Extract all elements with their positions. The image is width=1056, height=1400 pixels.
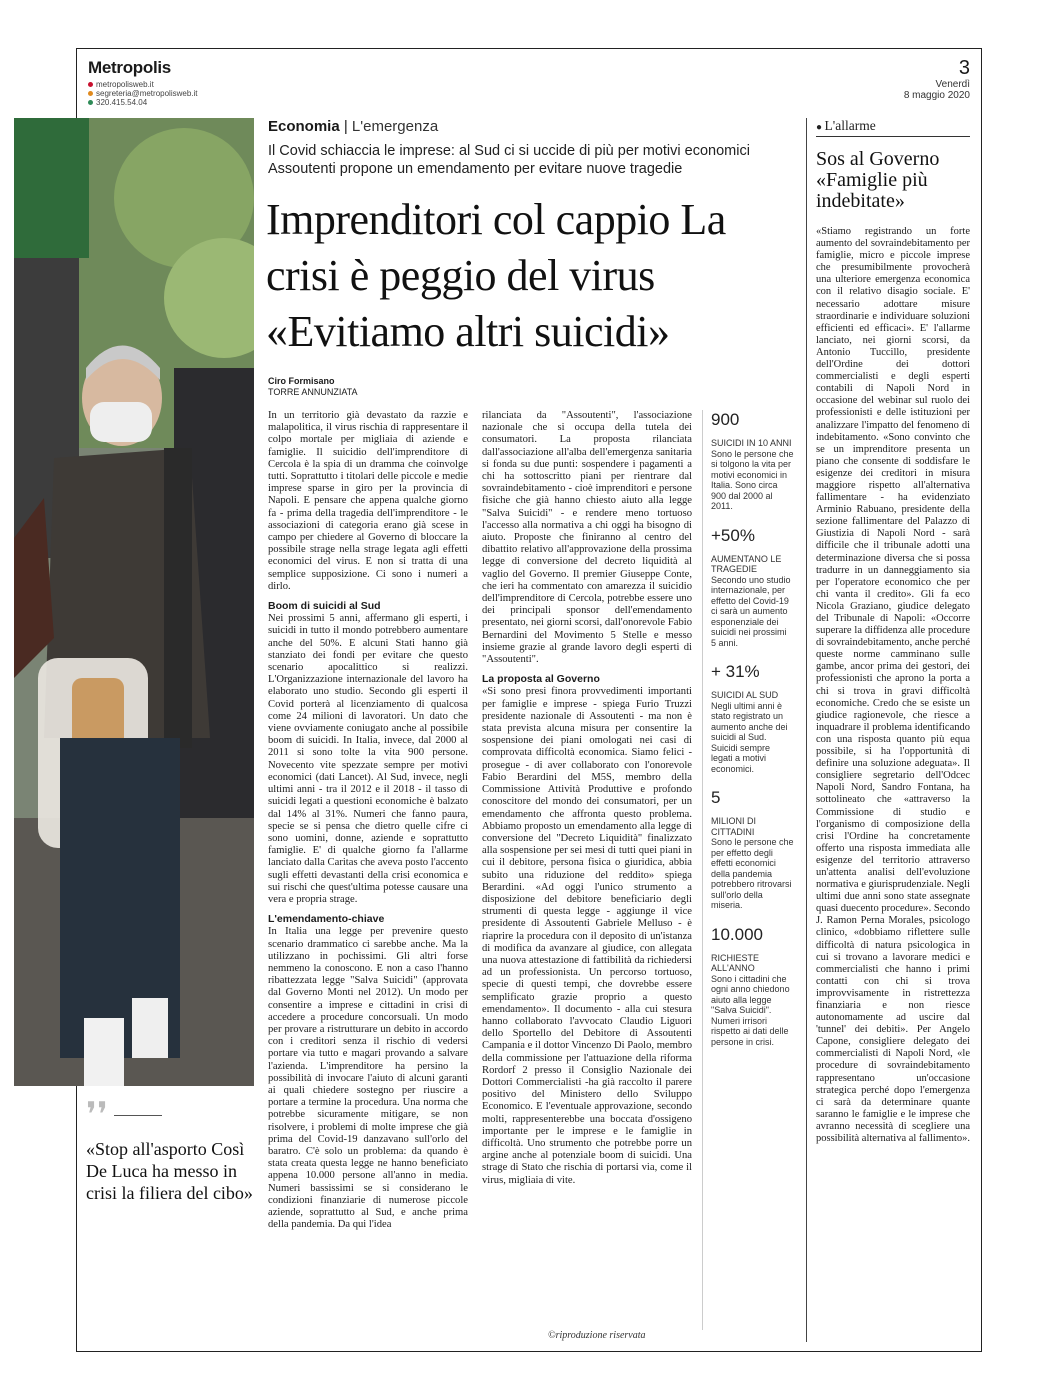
stat-item bbox=[711, 925, 794, 1048]
subheading: L'emendamento-chiave bbox=[268, 913, 385, 926]
phone-number: 320.415.54.04 bbox=[96, 98, 148, 107]
stat-text: Negli ultimi anni è stato registrato un aumento anche dei suicidi al Sud. Suicidi sempre legati a motivi economici. bbox=[711, 700, 788, 774]
headline: Imprenditori col cappio La crisi è peggio del virus «Evitiamo altri suicidi» bbox=[266, 195, 726, 356]
stat-item bbox=[711, 788, 794, 911]
contact-block bbox=[88, 80, 288, 107]
stat-item bbox=[711, 410, 794, 512]
page-day: Venerdì bbox=[935, 79, 970, 90]
stats-sidebar bbox=[702, 410, 794, 1330]
alarm-body: «Stiamo registrando un forte aumento del sovraindebitamento per famiglie, micro e piccole imprese che presumibilmente provocherà una ulteriore emergenza economica con il relativo disagio sociale. E' necessario adottare misure straordinarie e individuare soluzioni efficienti ed efficaci». E' l'allarme lanciato, nei giorni scorsi, da Antonio Tuccillo, presidente dell'Ordine dei dottori commercialisti e degli esperti contabili di Napoli Nord in occasione del webinar sul ruolo dei professionisti e delle istituzioni per analizzare l'impatto del fenomeno di indebitamento. «Sono convinto che se un imprenditore presenta un piano che consente di soddisfare le esigenze dei creditori in misura maggiore rispetto all'alternativa fallimentare - ha evidenziato Arminio Rabuano, presidente della sezione fallimentare del Palazzo di Giustizia di Napoli Nord - sarà difficile che il tribunale adotti una determinazione diversa che si possa tradurre in un danneggiamento sia per l'operatore economico che per chi vanta il credito». Gli fa eco Nicola Graziano, giudice delegato del Tribunale di Napoli: «Occorre superare la diffidenza alle procedure di sovraindebitamento, anche perché queste norme camminano sulle gambe, ancor prima dei gestori, dei professionisti che aprono la porta a chi si trova in gravi difficoltà economiche. Credo che se esiste un giudice ragionevole, che riesce a inquadrare il problema identificando con una risposta quanto più equa possibile, si ha l'opportunità di definire una soluzione adeguata». Il consigliere segretario dell'Odcec Napoli Nord, Sandro Fontana, ha sottolineato che «attraverso la Commissione di studio e l'organismo di composizione della crisi l'Ordine ha concretamente offerto una risposta immediata alle esigenze del territorio attraverso un'attenta analisi dell'evoluzione normativa e giurisprudenziale. Negli ultimi due anni sono state assegnate quasi duecento procedure». Secondo J. Ramon Perna Morales, psicologo clinico, «dobbiamo riflettere sulle difficoltà di natura psicologica in cui si trovano a lavorare medici e commercialisti che hanno i primi contatti con chi si trova improvvisamente in ristrettezza finanziaria e non riesce autonomamente ad uscire dal 'tunnel' dei debiti». Per Angelo Capone, consigliere delegato dei commercialisti di Napoli Nord, «le procedure di sovraindebitamento rappresentano un'occasione strategica perché dopo l'emergenza ci sarà da determinare quante saranno le famiglie e le imprese che avranno necessità di scegliere una possibilità alternativa al fallimento». bbox=[816, 226, 970, 1145]
section-header: Economia | L'emergenza bbox=[268, 118, 439, 135]
paragraph: In un territorio già devastato da razzie e malapolitica, il virus rischia di rappresentare il colpo mortale per migliaia di aziende e famiglie. Il suicidio dell'imprenditore di Cercola è la spia di un dramma che coinvolge tutti. Soprattutto i titolari delle piccole e medie imprese sparse in giro per la provincia di Napoli. E pensare che appena qualche giorno fa - prima della tragedia dell'imprenditore - le associazioni di categoria erano già scese in campo per chiedere al Governo di bloccare la possibile strage nella strage legata agli effetti economici del virus. E non si tratta di una semplice supposizione. Ci sono i numeri a dirlo. bbox=[268, 410, 468, 592]
stat-value: 900 bbox=[711, 410, 740, 429]
stat-text: Sono i cittadini che ogni anno chiedono aiuto alla legge "Salva Suicidi". Numeri irrisori rispetto ai dati delle persone in crisi. bbox=[711, 973, 790, 1047]
section-name: Economia bbox=[268, 118, 340, 135]
column-divider bbox=[806, 118, 807, 1342]
kicker: Il Covid schiaccia le imprese: al Sud ci si uccide di più per motivi economici Assoutenti propone un emendamento per evitare nuove tragedie bbox=[268, 143, 750, 177]
man-with-mask-illustration bbox=[14, 118, 254, 1086]
article-photo bbox=[14, 118, 254, 1086]
stat-item bbox=[711, 526, 794, 649]
subheading: Boom di suicidi al Sud bbox=[268, 600, 381, 613]
email-row bbox=[88, 89, 288, 98]
byline bbox=[268, 376, 358, 398]
mail-icon bbox=[88, 91, 93, 96]
stat-value: + 31% bbox=[711, 662, 760, 681]
subheading: La proposta al Governo bbox=[482, 673, 600, 686]
alarm-label-text: L'allarme bbox=[824, 118, 876, 133]
stat-label: SUICIDI AL SUD bbox=[711, 690, 779, 700]
page-number: 3 bbox=[958, 57, 970, 79]
pull-quote-text: «Stop all'asporto Così De Luca ha messo in crisi la filiera del cibo» bbox=[86, 1139, 253, 1203]
pull-quote bbox=[86, 1095, 256, 1204]
phone-row bbox=[88, 98, 288, 107]
stat-label: MILIONI DI CITTADINI bbox=[711, 816, 757, 837]
stat-label: RICHIESTE ALL'ANNO bbox=[711, 952, 760, 973]
website-link[interactable]: metropolisweb.it bbox=[96, 80, 154, 89]
quote-icon: ❜❜ bbox=[86, 1104, 256, 1126]
masthead bbox=[88, 58, 288, 107]
phone-icon bbox=[88, 100, 93, 105]
stat-value: +50% bbox=[711, 525, 755, 545]
paragraph: «Si sono presi finora provvedimenti importanti per famiglie e imprese - spiega Furio Truzzi presidente nazionale di Assoutenti - ma non è stata prevista alcuna misura per consentire la sospensione dei piani omologati nei casi di comprovata difficoltà economica. Siamo felici - prosegue - di aver collaborato con l'onorevole Fabio Berardini del M5S, membro della Commissione Attività Produttive e profondo conoscitore del mondo dei consumatori, per un emendamento che affronta questo problema. Abbiamo proposto un emendamento alla legge di conversione del "Decreto Liquidità" finalizzato alla sospensione per sei mesi di tutti quei piani in cui il debitore, persona fisica o giuridica, abbia subito una riduzione del reddito» spiega Berardini. «Ad oggi l'unico strumento a disposizione del debitore beneficiario degli strumenti di questa legge - aggiunge il vice presidente di Assoutenti Gabriele Melluso - è riaprire la procedura con il deposito di un'istanza di modifica da avanzare al giudice, con allegata una nuova attestazione di fattibilità da richiedersi ad un professionista. Un percorso tortuoso, specie di questi tempi, che dovrebbe essere semplificato grazie proprio a questo emendamento». Il documento - alla cui stesura hanno collaborato l'avvocato Claudio Liguori dello Sportello del Debitore di Assoutenti Campania e il dottor Vincenzo Di Paolo, membro della commissione per l'attuazione della riforma Rordorf 2 presso il Consiglio Nazionale dei Dottori Commercialisti -ha già raccolto il parere positivo del Ministero dello Sviluppo Economico. E l'eventuale approvazione, secondo molti, rappresenterebbe una boccata d'ossigeno importante per le imprese e le famiglie in difficoltà. Uno strumento che potrebbe porre un argine anche al potenziale boom di suicidi. Una strage di Stato che rischia di portarsi via, come il virus, migliaia di vite. bbox=[482, 686, 692, 1186]
location: TORRE ANNUNZIATA bbox=[268, 387, 358, 397]
bullet-icon: ● bbox=[816, 122, 825, 133]
paragraph: rilanciata da "Assoutenti", l'associazione nazionale che si occupa della tutela dei consumatori. La proposta rilanciata dall'associazione all'alba dell'emergenza sanitaria si fonda su due punti: sospendere i pagamenti a chi ha sottoscritto piani per rientrare dal sovraindebitamento - cioè imprenditori e persone fisiche che già hanno chiesto aiuto alla legge "Salva Suicidi" - e rendere meno tortuoso l'accesso alla normativa a chi oggi ha bisogno di aiuto. Proposte che finiranno al centro del dibattito relativo all'approvazione della prossima legge di conversione del decreto liquidità al vaglio del Governo. Il premier Giuseppe Conte, che ieri ha commentato con amarezza il suicidio dell'imprenditore di Cercola, potrebbe essere uno dei principali sponsor dell'emendamento presentato, nei giorni scorsi, dall'onorevole Fabio Bernardini del Movimento 5 Stelle e messo insieme grazie al grande lavoro degli esperti di "Assoutenti". bbox=[482, 410, 692, 666]
stat-value: 5 bbox=[711, 788, 721, 807]
paragraph: Nei prossimi 5 anni, affermano gli esperti, i suicidi in tutto il mondo potrebbero aumentare anche del 50%. E alcuni Stati hanno già stanziato dei fondi per evitare che questo scenario apocalittico si realizzi. L'Organizzazione internazionale del lavoro ha elaborato uno studio. Secondo gli esperti il Covid porterà al licenziamento di qualcosa come 24 milioni di lavoratori. Un dato che viene ovviamente coniugato anche al possibile boom di suicidi. In Italia, invece, dal 2000 al 2011 si sono tolte la vita 900 persone. Novecento vite spezzate sempre per motivi economici (dati Lancet). Al Sud, invece, negli ultimi anni - tra il 2012 e il 2018 - il tasso di suicidi legati a questioni economiche è balzato dal 14% al 31%. Numeri che fanno paura, specie se si pensa che dietro quelle cifre ci sono uomini, donne, aziende e soprattutto famiglie. E' di qualche giorno fa l'allarme lanciato dalla Caritas che aveva posto l'accento sugli effetti devastanti della crisi economica e sui rischi che quest'ultima potesse causare una vera e propria strage. bbox=[268, 613, 468, 905]
article-column-1 bbox=[268, 410, 468, 1346]
author: Ciro Formisano bbox=[268, 376, 335, 386]
stat-text: Secondo uno studio internazionale, per effetto del Covid-19 ci sarà un aumento esponenziale dei suicidi nei prossimi 5 anni. bbox=[711, 574, 791, 648]
page-info bbox=[904, 58, 970, 101]
globe-icon bbox=[88, 82, 93, 87]
stat-value: 10.000 bbox=[711, 924, 763, 944]
alarm-title: Sos al Governo «Famiglie più indebitate» bbox=[816, 148, 940, 212]
stat-label: SUICIDI IN 10 ANNI bbox=[711, 438, 792, 448]
alarm-sidebar bbox=[816, 118, 970, 1326]
stat-label: AUMENTANO LE TRAGEDIE bbox=[711, 553, 782, 574]
stat-item bbox=[711, 662, 794, 774]
alarm-label bbox=[816, 118, 970, 137]
page-date: 8 maggio 2020 bbox=[903, 90, 970, 101]
article-column-2 bbox=[482, 410, 692, 1346]
website-row bbox=[88, 80, 288, 89]
subsection-name: L'emergenza bbox=[351, 118, 439, 135]
copyright-notice: ©riproduzione riservata bbox=[548, 1330, 646, 1341]
brand-logo: Metropolis bbox=[88, 58, 171, 77]
paragraph: In Italia una legge per prevenire questo scenario drammatico ci sarebbe anche. Ma la utilizzano in pochissimi. Gli altri forse nemmeno la conoscono. E non a caso l'hanno ribattezzata legge "Salva Suicidi" (approvata dal Governo Monti nel 2012). Un modo per consentire a imprese e cittadini in crisi di accedere a procedure concorsuali. Un modo per provare a ristrutturare un debito in accordo con i creditori senza il rischio di vedersi portare via tutto e magari provando a salvare l'azienda. L'imprenditore ha persino la possibilità di invocare l'aiuto di alcuni garanti ai quali chiedere sostegno per riuscire a portare a termine la procedura. Una norma che potrebbe sicuramente mitigare, se non risolvere, i problemi di molte imprese che già prima del Covid-19 danzavano sull'orlo del baratro. C'è solo un problema: da quando è stata creata questa legge ne hanno beneficiato appena 10.000 persone all'anno in media. Numeri bassissimi se si considerano le condizioni finanziarie di numerose piccole aziende, soprattutto al Sud, e anche prima della pandemia. Da qui l'idea bbox=[268, 926, 468, 1231]
stat-text: Sono le persone che si tolgono la vita per motivi economici in Italia. Sono circa 900 dal 2000 al 2011. bbox=[711, 448, 794, 511]
email-link[interactable]: segreteria@metropolisweb.it bbox=[96, 89, 198, 98]
stat-text: Sono le persone che per effetto degli effetti economici della pandemia potrebbero ritrovarsi sull'orlo della miseria. bbox=[711, 837, 794, 910]
